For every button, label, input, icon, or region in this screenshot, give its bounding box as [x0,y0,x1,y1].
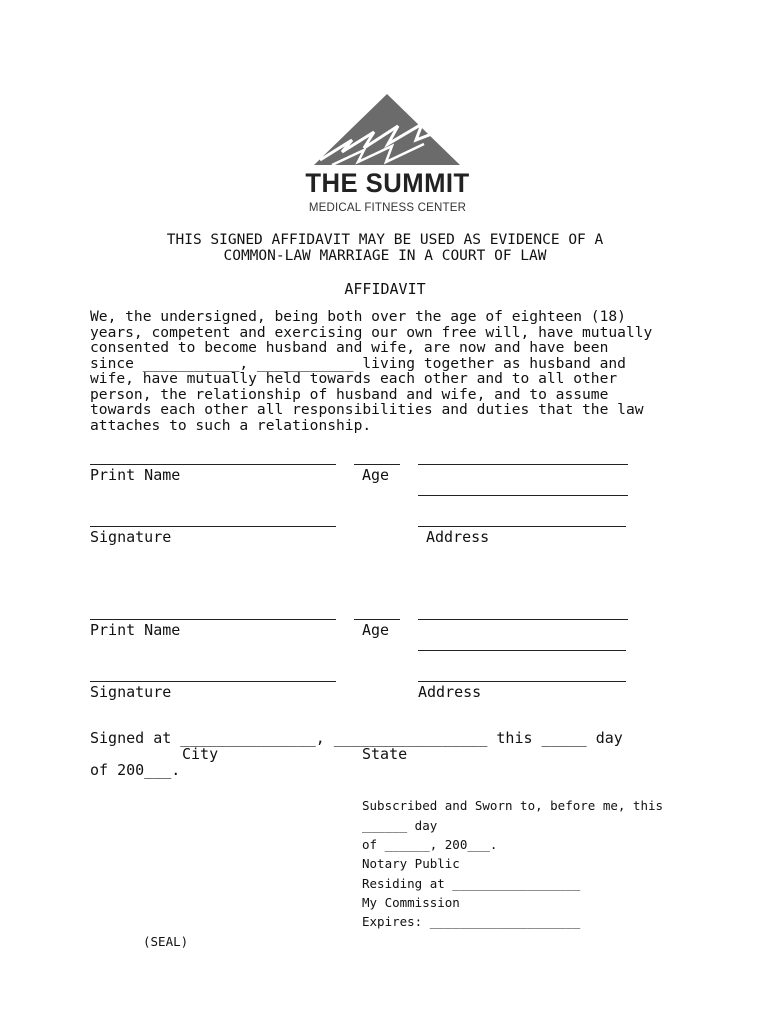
notary-line: Subscribed and Sworn to, before me, this [362,798,664,813]
body-line: since ___________, ___________ living together as husband and [90,354,626,372]
body-line: We, the undersigned, being both over the age of eighteen (18) [90,308,626,325]
seal-label: (SEAL) [143,934,189,949]
print-name-label: Print Name [90,466,181,484]
address-line[interactable] [418,495,628,496]
notary-line: of ______, 200___. [362,837,498,852]
heading-line-2: COMMON-LAW MARRIAGE IN A COURT OF LAW [223,248,547,264]
body-line: attaches to such a relationship. [90,416,372,434]
print-name-line[interactable] [90,464,336,465]
signed-at-line: Signed at _______________, _________________ this _____ day [90,729,623,747]
signature-line[interactable] [90,681,336,682]
document-heading [100,232,670,264]
body-line: years, competent and exercising our own free will, have mutually [90,323,653,341]
notary-public-label: Notary Public [362,856,460,871]
state-label: State [362,745,408,763]
residing-at-line: Residing at _________________ [362,876,581,891]
address-label: Address [426,528,490,546]
signature-line[interactable] [90,526,336,527]
print-name-label: Print Name [90,621,181,639]
body-line: towards each other all responsibilities and duties that the law [90,401,644,418]
notary-line: ______ day [362,818,438,833]
age-line[interactable] [354,464,400,465]
print-name-line[interactable] [90,619,336,620]
city-label: City [182,745,219,763]
address-line[interactable] [418,526,626,527]
body-line: person, the relationship of husband and wife, and to assume [90,385,609,403]
address-line[interactable] [418,681,626,682]
address-line[interactable] [418,650,626,651]
document-title: AFFIDAVIT [344,280,426,298]
address-line[interactable] [418,619,628,620]
body-line: consented to become husband and wife, are now and have been [90,339,609,356]
address-label: Address [418,683,482,701]
heading-line-1: THIS SIGNED AFFIDAVIT MAY BE USED AS EVIDENCE OF A [166,232,604,248]
affidavit-body [90,309,690,433]
mountain-logo-icon [312,92,462,167]
age-label: Age [362,466,390,484]
year-line: of 200___. [90,761,181,779]
address-line[interactable] [418,464,628,465]
age-line[interactable] [354,619,400,620]
expires-line: Expires: ____________________ [362,914,581,929]
logo-name: THE SUMMIT [305,168,470,198]
age-label: Age [362,621,390,639]
signature-label: Signature [90,683,172,701]
logo-subtitle: MEDICAL FITNESS CENTER [308,202,467,214]
body-line: wife, have mutually held towards each other and to all other [90,370,618,387]
commission-label: My Commission [362,895,460,910]
signature-label: Signature [90,528,172,546]
